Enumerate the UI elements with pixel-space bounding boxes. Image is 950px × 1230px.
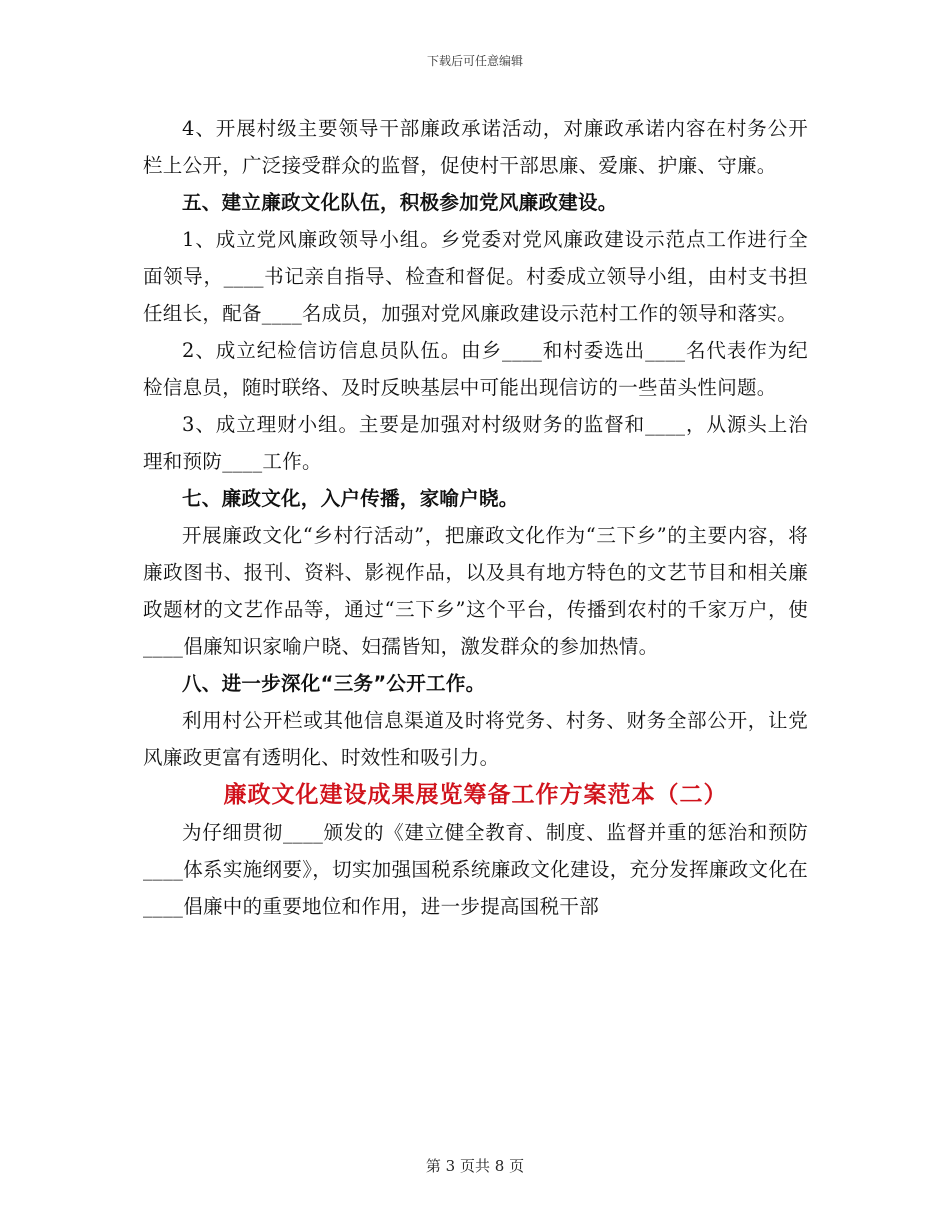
page-header: 下载后可任意编辑 (426, 54, 523, 68)
paragraph-informant-team: 2、成立纪检信访信息员队伍。由乡____和村委选出____名代表作为纪检信息员，随时联络、及时反映基层中可能出现信访的一些苗头性问题。 (143, 339, 808, 399)
paragraph-culture-outreach: 开展廉政文化“乡村行活动”，把廉政文化作为“三下乡”的主要内容，将廉政图书、报刊、资料、影视作品，以及具有地方特色的文艺节目和相关廉政题材的文艺作品等，通过“三下乡”这个平台，传播到农村的千家万户，使____倡廉知识家喻户晓、妇孺皆知，激发群众的参加热情。 (143, 524, 808, 658)
heading-section-7: 七、廉政文化，入户传播，家喻户晓。 (182, 487, 519, 510)
paragraph-item-4: 4、开展村级主要领导干部廉政承诺活动，对廉政承诺内容在村务公开栏上公开，广泛接受群众的监督，促使村干部思廉、爱廉、护廉、守廉。 (143, 117, 808, 177)
paragraph-intro-2: 为仔细贯彻____颁发的《建立健全教育、制度、监督并重的惩治和预防____体系实施纲要》，切实加强国税系统廉政文化建设，充分发挥廉政文化在____倡廉中的重要地位和作用，进一步提高国税干部 (143, 821, 808, 918)
paragraph-leadership-group: 1、成立党风廉政领导小组。乡党委对党风廉政建设示范点工作进行全面领导，____书记亲自指导、检查和督促。村委成立领导小组，由村支书担任组长，配备____名成员，加强对党风廉政建设示范村工作的领导和落实。 (143, 228, 808, 325)
document-body (143, 110, 808, 925)
page-footer: 第 3 页共 8 页 (425, 1157, 525, 1175)
heading-section-8: 八、进一步深化“三务”公开工作。 (182, 672, 486, 695)
section-title-2: 廉政文化建设成果展览筹备工作方案范本（二） (223, 782, 728, 808)
paragraph-finance-group: 3、成立理财小组。主要是加强对村级财务的监督和____，从源头上治理和预防____工作。 (143, 413, 808, 473)
heading-section-5: 五、建立廉政文化队伍，积极参加党风廉政建设。 (182, 191, 618, 214)
paragraph-public-disclosure: 利用村公开栏或其他信息渠道及时将党务、村务、财务全部公开，让党风廉政更富有透明化、时效性和吸引力。 (143, 709, 808, 769)
